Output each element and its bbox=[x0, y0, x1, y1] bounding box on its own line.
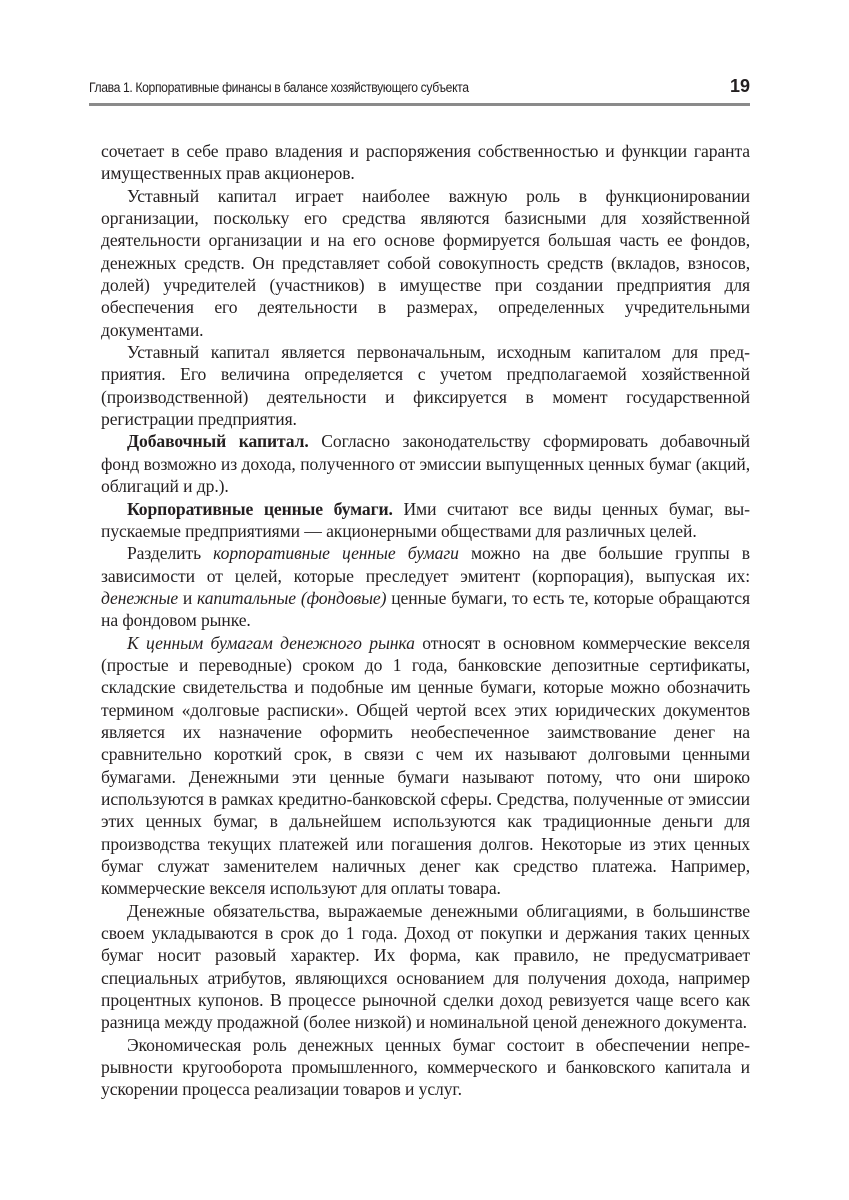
paragraph bbox=[101, 498, 750, 543]
italic-term: К ценным бумагам денежного рынка bbox=[127, 632, 415, 653]
text-run: Ими считают все виды ценных бумаг, выпускаемые предприятиями — акционерными обществами для различных целей. bbox=[101, 498, 750, 541]
text-run: можно на две большие группы в зависимости от целей, которые преследует эмитент (корпорация), выпуская их: bbox=[101, 543, 750, 586]
text-run: Денежные обязательства, выражаемые денежными облигациями, в большинстве своем укладываются в срок до 1 года. Доход от покупки и держания таких ценных бумаг носит разовый характер. Их форма, как правило, не предусматривает специальных атрибутов, являющихся основанием для получения дохода, например процентных купонов. В процессе рыночной сделки доход ревизуется чаще всего как разница между продажной (более низкой) и номинальной ценой денежного документа. bbox=[101, 900, 750, 1033]
italic-term: капитальные (фондовые) bbox=[197, 587, 387, 608]
running-header bbox=[89, 76, 750, 102]
text-run: относят в основном коммерческие векселя (простые и переводные) сроком до 1 года, банковские депозитные сертификаты, складские свидетельства и подобные им ценные бумаги, которые можно обозначить термином «долговые расписки». Общей чертой всех этих юридических документов является их назначение оформить необеспеченное заимствование денег на сравнительно короткий срок, в связи с чем их называют долговыми ценными бумагами. Денежными эти ценные бумаги называют потому, что они широко используются в рамках кредитно-банковской сферы. Средства, полученные от эмиссии этих ценных бумаг, в дальнейшем используются как традиционные деньги для производства текущих платежей или погашения долгов. Некоторые из этих ценных бумаг служат заменителем наличных денег как средство платежа. Например, коммерческие векселя используют для оплаты товара. bbox=[101, 632, 750, 899]
paragraph bbox=[101, 1034, 750, 1101]
text-run: сочетает в себе право владения и распоряжения собственностью и функции гаранта имущественных прав акционеров. bbox=[101, 141, 750, 184]
paragraph bbox=[101, 542, 750, 631]
text-run: Уставный капитал является первоначальным, исходным капиталом для предприятия. Его величина определяется с учетом предполагаемой хозяйственной (производственной) деятельности и фиксируется в момент государственной регистрации предприятия. bbox=[101, 342, 750, 430]
bold-term: Корпоративные ценные бумаги. bbox=[127, 498, 393, 519]
paragraph bbox=[101, 140, 750, 185]
italic-term: корпоративные ценные бумаги bbox=[213, 543, 459, 564]
paragraph bbox=[101, 430, 750, 497]
header-rule bbox=[89, 103, 750, 106]
paragraph bbox=[101, 900, 750, 1034]
paragraph bbox=[101, 341, 750, 430]
page-number: 19 bbox=[729, 76, 750, 96]
paragraph bbox=[101, 632, 750, 900]
text-run: Экономическая роль денежных ценных бумаг состоит в обеспечении непрерывности кругооборота промышленного, коммерческого и банковского капитала и ускорении процесса реализации товаров и услуг. bbox=[101, 1034, 750, 1100]
body-text bbox=[101, 140, 750, 1101]
text-run: ценные бумаги, то есть те, которые обращаются на фондовом рынке. bbox=[101, 587, 750, 631]
text-run: Разделить bbox=[127, 543, 214, 564]
bold-term: Добавочный капитал. bbox=[127, 431, 309, 452]
paragraph bbox=[101, 185, 750, 341]
text-run: и bbox=[178, 587, 198, 608]
running-title: Глава 1. Корпоративные финансы в балансе хозяйствующего субъекта bbox=[89, 80, 469, 96]
italic-term: денежные bbox=[101, 587, 179, 608]
text-run: Согласно законодательству сформировать добавочный фонд возможно из дохода, полученного от эмиссии выпущенных ценных бумаг (акций, облигаций и др.). bbox=[101, 431, 750, 497]
text-run: Уставный капитал играет наиболее важную роль в функционировании организации, поскольку его средства являются базисными для хозяйственной деятельности организации и на его основе формируется большая часть ее фондов, денежных средств. Он представляет собой совокупность средств (вкладов, взносов, долей) учредителей (участников) в имуществе при создании предприятия для обеспечения его деятельности в размерах, определенных учредительными документами. bbox=[101, 185, 750, 340]
